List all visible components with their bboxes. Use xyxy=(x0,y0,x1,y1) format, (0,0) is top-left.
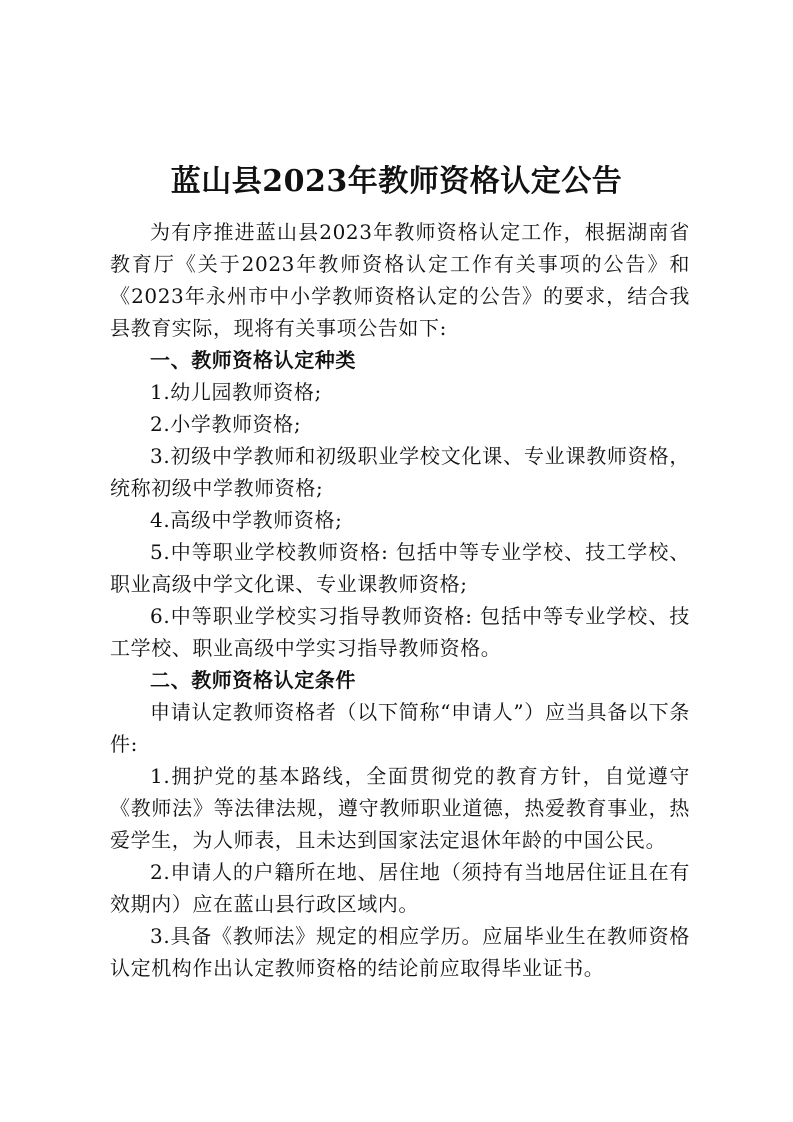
section-2-heading: 二、教师资格认定条件 xyxy=(150,668,356,692)
section-1-item-1: 1.幼儿园教师资格; xyxy=(150,380,322,404)
document-title: 蓝山县2023年教师资格认定公告 xyxy=(170,164,623,199)
section-2-item-3: 3.具备《教师法》规定的相应学历。应届毕业生在教师资格认定机构作出认定教师资格的结论前应取得毕业证书。 xyxy=(110,924,690,980)
section-2-item-2: 2.申请人的户籍所在地、居住地（须持有当地居住证且在有效期内）应在蓝山县行政区域内。 xyxy=(110,860,690,916)
section-1-item-6: 6.中等职业学校实习指导教师资格: 包括中等专业学校、技工学校、职业高级中学实习指导教师资格。 xyxy=(110,604,690,660)
section-2-item-1: 1.拥护党的基本路线，全面贯彻党的教育方针，自觉遵守《教师法》等法律法规，遵守教师职业道德，热爱教育事业，热爱学生，为人师表，且未达到国家法定退休年龄的中国公民。 xyxy=(110,764,690,852)
document-body xyxy=(110,216,690,984)
section-2-intro: 申请认定教师资格者（以下简称“申请人”）应当具备以下条件: xyxy=(110,700,690,756)
section-1-item-5: 5.中等职业学校教师资格: 包括中等专业学校、技工学校、职业高级中学文化课、专业课教师资格; xyxy=(110,540,690,596)
section-1-item-2: 2.小学教师资格; xyxy=(150,412,302,436)
section-1-item-3: 3.初级中学教师和初级职业学校文化课、专业课教师资格，统称初级中学教师资格; xyxy=(110,444,690,500)
section-1-item-4: 4.高级中学教师资格; xyxy=(150,508,343,532)
intro-paragraph: 为有序推进蓝山县2023年教师资格认定工作，根据湖南省教育厅《关于2023年教师资格认定工作有关事项的公告》和《2023年永州市中小学教师资格认定的公告》的要求，结合我县教育实际，现将有关事项公告如下: xyxy=(110,220,690,340)
section-1-heading: 一、教师资格认定种类 xyxy=(150,348,356,372)
